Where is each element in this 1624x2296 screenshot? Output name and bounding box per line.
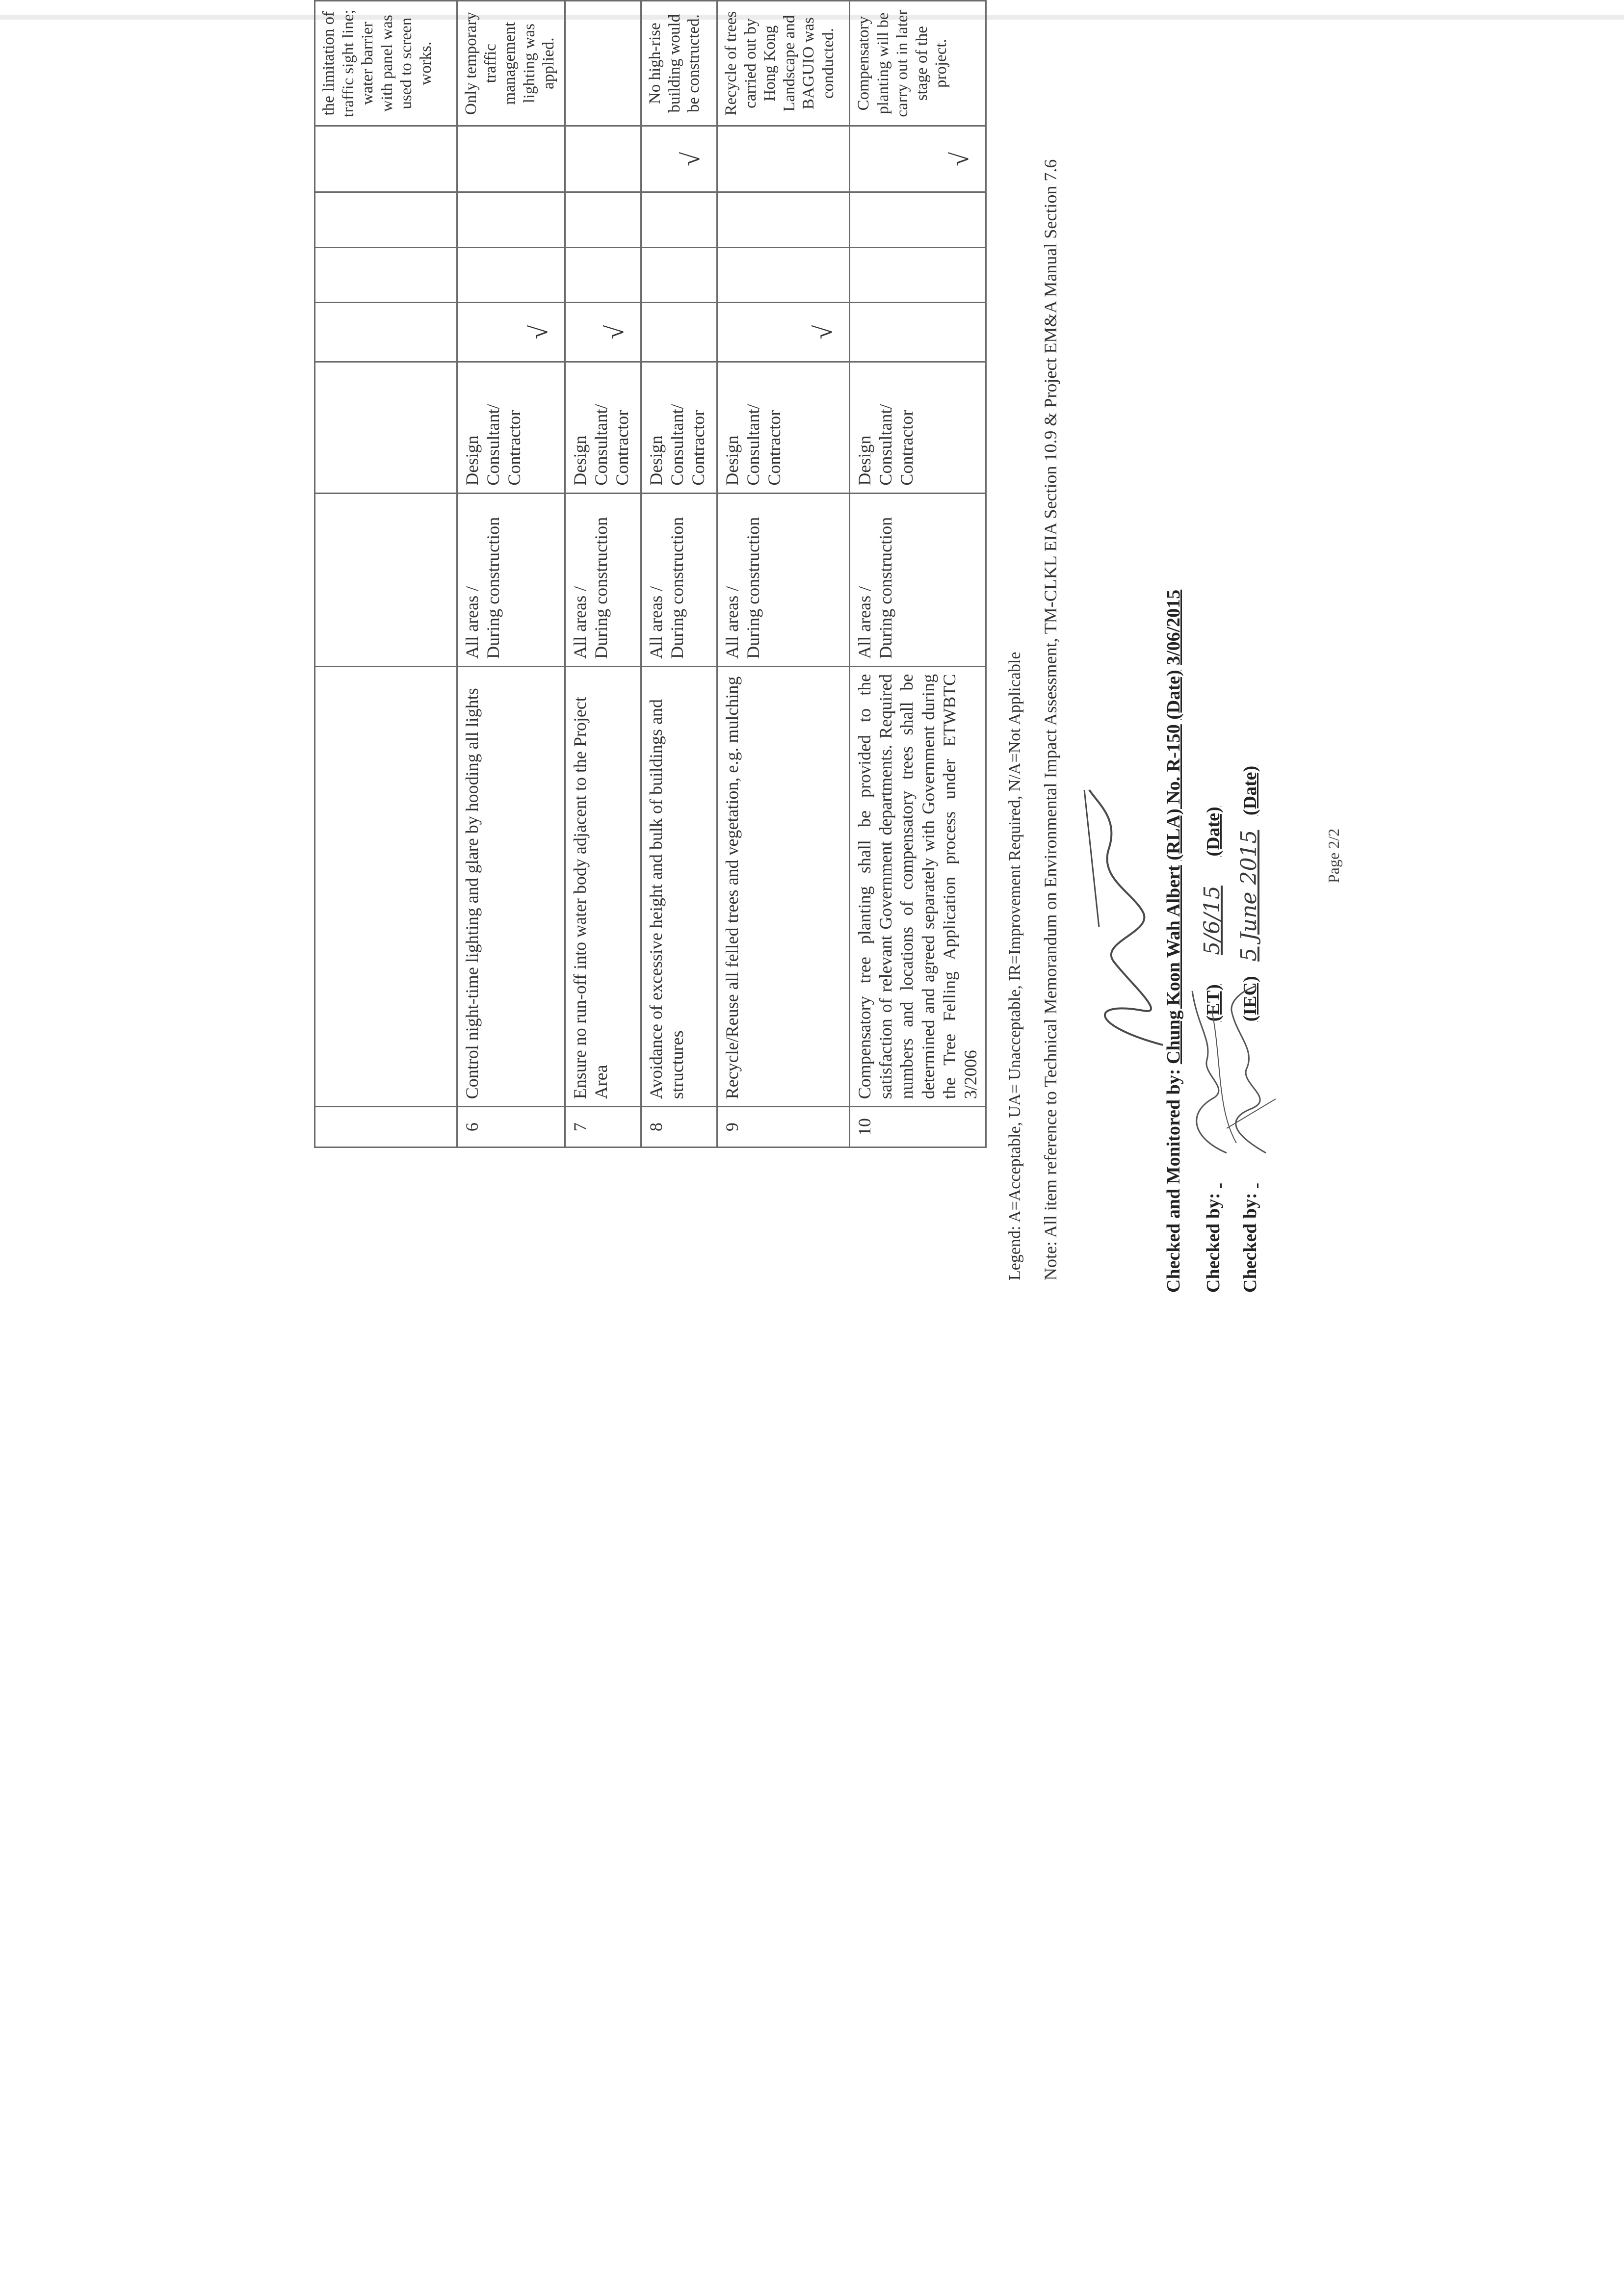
row-agent: Design Consultant/ Contractor [641, 362, 717, 493]
rla-name: Chung Koon Wah Albert [1163, 865, 1184, 1065]
table-row [717, 1, 850, 1148]
row-num: 8 [641, 1107, 717, 1148]
legend-text: Legend: A=Acceptable, UA= Unacceptable, IR=Improvement Required, N/A=Not Applicable [1006, 652, 1024, 1280]
check-line-rla: Checked and Monitored by: Chung Koon Wah Albert (RLA) No. R-150 (Date) 3/06/2015 [1163, 589, 1184, 1293]
row-num: 7 [565, 1107, 641, 1148]
check-line-et: Checked by: (ET) 5/6/15 (Date) [1200, 807, 1225, 1293]
rla-signature [1070, 780, 1182, 1055]
row-location: All areas / During construction [850, 493, 986, 666]
rla-date: 3/06/2015 [1163, 589, 1184, 665]
row-remark: Only temporary traffic management lighting was applied. [457, 1, 565, 126]
row-remark: the limitation of traffic sight line; water barrier with panel was used to screen works. [315, 1, 457, 126]
tick-mark: √ [641, 126, 717, 192]
row-agent: Design Consultant/ Contractor [850, 362, 986, 493]
check-line-iec: Checked by: (IEC) 5 June 2015 (Date) [1236, 765, 1261, 1293]
row-num: 6 [457, 1107, 565, 1148]
iec-date: 5 June 2015 [1236, 830, 1261, 962]
reference-note: Note: All item reference to Technical Memorandum on Environmental Impact Assessment, TM-CLKL EIA Section 10.9 & Project EM&A Manual Section 7.6 [1041, 159, 1060, 1280]
row-location: All areas / During construction [565, 493, 641, 666]
row-num [315, 1107, 457, 1148]
tick-mark: √ [457, 302, 565, 362]
row-agent: Design Consultant/ Contractor [457, 362, 565, 493]
tick-mark: √ [850, 126, 986, 192]
row-num: 10 [850, 1107, 986, 1148]
row-measure: Compensatory tree planting shall be provided to the satisfaction of relevant Government departments. Required numbers and locations of compensatory trees shall be determined and agreed separately with Government during the Tree Felling Application process under ETWBTC 3/2006 [850, 666, 986, 1106]
table-row [457, 1, 565, 1148]
rla-role: (RLA) No. R-150 [1163, 724, 1184, 861]
tick-mark: √ [717, 302, 850, 362]
row-remark [565, 1, 641, 126]
iec-signature [1217, 981, 1285, 1158]
row-remark: Recycle of trees carried out by Hong Kong Landscape and BAGUIO was conducted. [717, 1, 850, 126]
table-row [641, 1, 717, 1148]
checklist-table [314, 0, 987, 1148]
row-agent [315, 362, 457, 493]
row-remark: No high-rise building would be constructed. [641, 1, 717, 126]
table-row [315, 1, 457, 1148]
row-measure: Ensure no run-off into water body adjacent to the Project Area [565, 666, 641, 1106]
row-remark: Compensatory planting will be carry out in later stage of the project. [850, 1, 986, 126]
et-date: 5/6/15 [1200, 886, 1225, 955]
row-measure: Recycle/Reuse all felled trees and vegetation, e.g. mulching [717, 666, 850, 1106]
row-measure: Control night-time lighting and glare by hooding all lights [457, 666, 565, 1106]
page-number: Page 2/2 [1325, 828, 1342, 883]
table-row [850, 1, 986, 1148]
row-agent: Design Consultant/ Contractor [565, 362, 641, 493]
row-location [315, 493, 457, 666]
row-measure [315, 666, 457, 1106]
row-agent: Design Consultant/ Contractor [717, 362, 850, 493]
row-location: All areas / During construction [641, 493, 717, 666]
row-location: All areas / During construction [457, 493, 565, 666]
row-measure: Avoidance of excessive height and bulk of buildings and structures [641, 666, 717, 1106]
tick-mark: √ [565, 302, 641, 362]
row-location: All areas / During construction [717, 493, 850, 666]
table-row [565, 1, 641, 1148]
row-num: 9 [717, 1107, 850, 1148]
